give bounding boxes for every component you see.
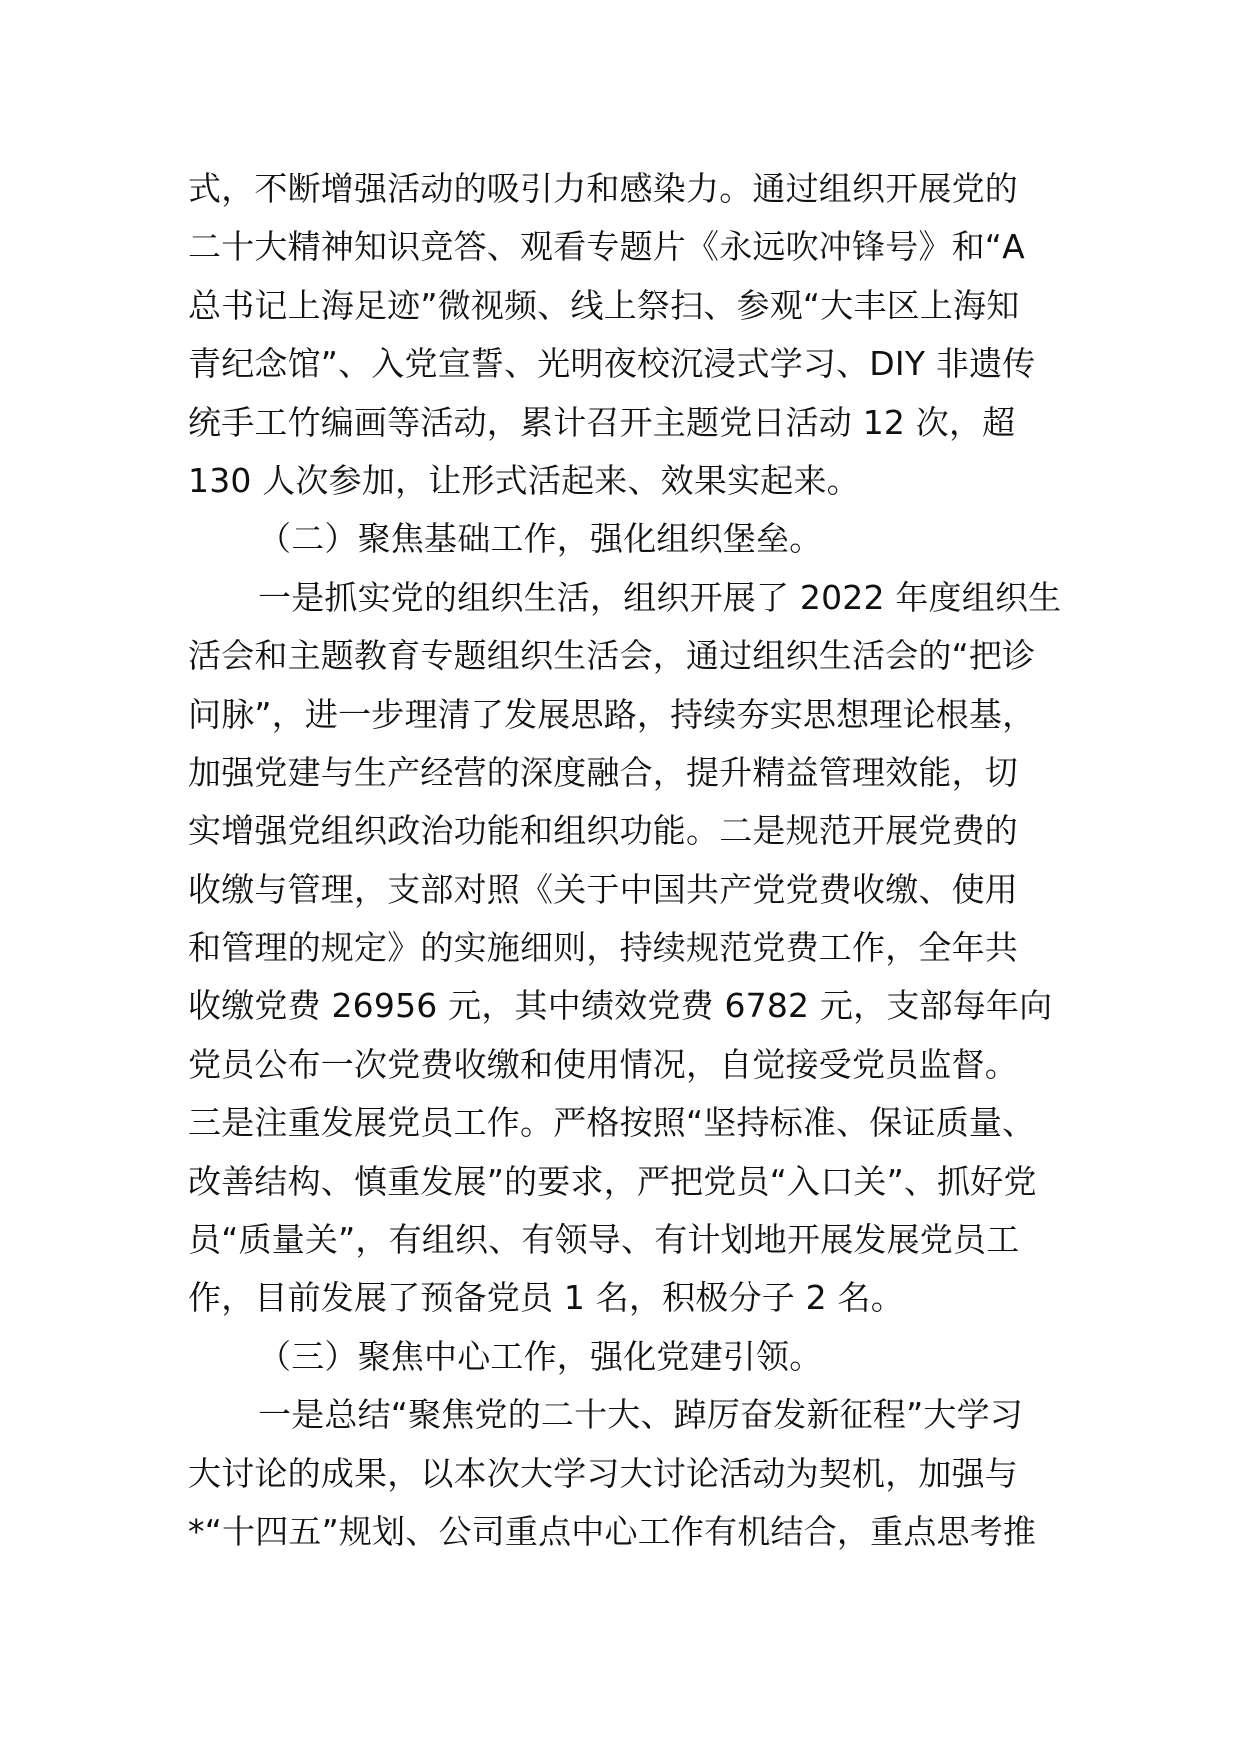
text-line: 二十大精神知识竞答、观看专题片《永远吹冲锋号》和“A — [188, 227, 1025, 267]
text-line: 和管理的规定》的实施细则，持续规范党费工作，全年共 — [188, 928, 1018, 968]
text-line: 式，不断增强活动的吸引力和感染力。通过组织开展党的 — [188, 169, 1018, 208]
text-line: 问脉”，进一步理清了发展思路，持续夯实思想理论根基， — [188, 694, 1036, 734]
paragraph-first-line: 一是抓实党的组织生活，组织开展了 2022 年度组织生 — [258, 577, 1062, 617]
text-line: 加强党建与生产经营的深度融合，提升精益管理效能，切 — [188, 752, 1018, 792]
text-line: 统手工竹编画等活动，累计召开主题党日活动 12 次，超 — [188, 402, 1016, 442]
text-line: 总书记上海足迹”微视频、线上祭扫、参观“大丰区上海知 — [188, 285, 1020, 325]
text-line: 收缴与管理，支部对照《关于中国共产党党费收缴、使用 — [188, 869, 1018, 909]
text-line: 作，目前发展了预备党员 1 名，积极分子 2 名。 — [188, 1278, 904, 1318]
document-body — [188, 160, 1068, 1561]
text-line: 青纪念馆”、入党宣誓、光明夜校沉浸式学习、DIY 非遗传 — [188, 344, 1036, 384]
text-line: 三是注重发展党员工作。严格按照“坚持标准、保证质量、 — [188, 1103, 1036, 1143]
section-heading: （三）聚焦中心工作，强化党建引领。 — [258, 1336, 823, 1376]
text-line: 实增强党组织政治功能和组织功能。二是规范开展党费的 — [188, 811, 1018, 851]
section-heading: （二）聚焦基础工作，强化组织堡垒。 — [258, 519, 823, 559]
text-line: *“十四五”规划、公司重点中心工作有机结合，重点思考推 — [188, 1511, 1037, 1551]
text-line: 130 人次参加，让形式活起来、效果实起来。 — [188, 460, 860, 500]
text-line: 改善结构、慎重发展”的要求，严把党员“入口关”、抓好党 — [188, 1161, 1037, 1201]
text-line: 大讨论的成果，以本次大学习大讨论活动为契机，加强与 — [188, 1453, 1018, 1493]
paragraph-first-line: 一是总结“聚焦党的二十大、踔厉奋发新征程”大学习 — [258, 1395, 1023, 1435]
text-line: 党员公布一次党费收缴和使用情况，自觉接受党员监督。 — [188, 1044, 1018, 1084]
text-line: 员“质量关”，有组织、有领导、有计划地开展发展党员工 — [188, 1220, 1020, 1260]
text-line: 活会和主题教育专题组织生活会，通过组织生活会的“把诊 — [188, 636, 1036, 676]
text-line: 收缴党费 26956 元，其中绩效党费 6782 元，支部每年向 — [188, 986, 1053, 1026]
